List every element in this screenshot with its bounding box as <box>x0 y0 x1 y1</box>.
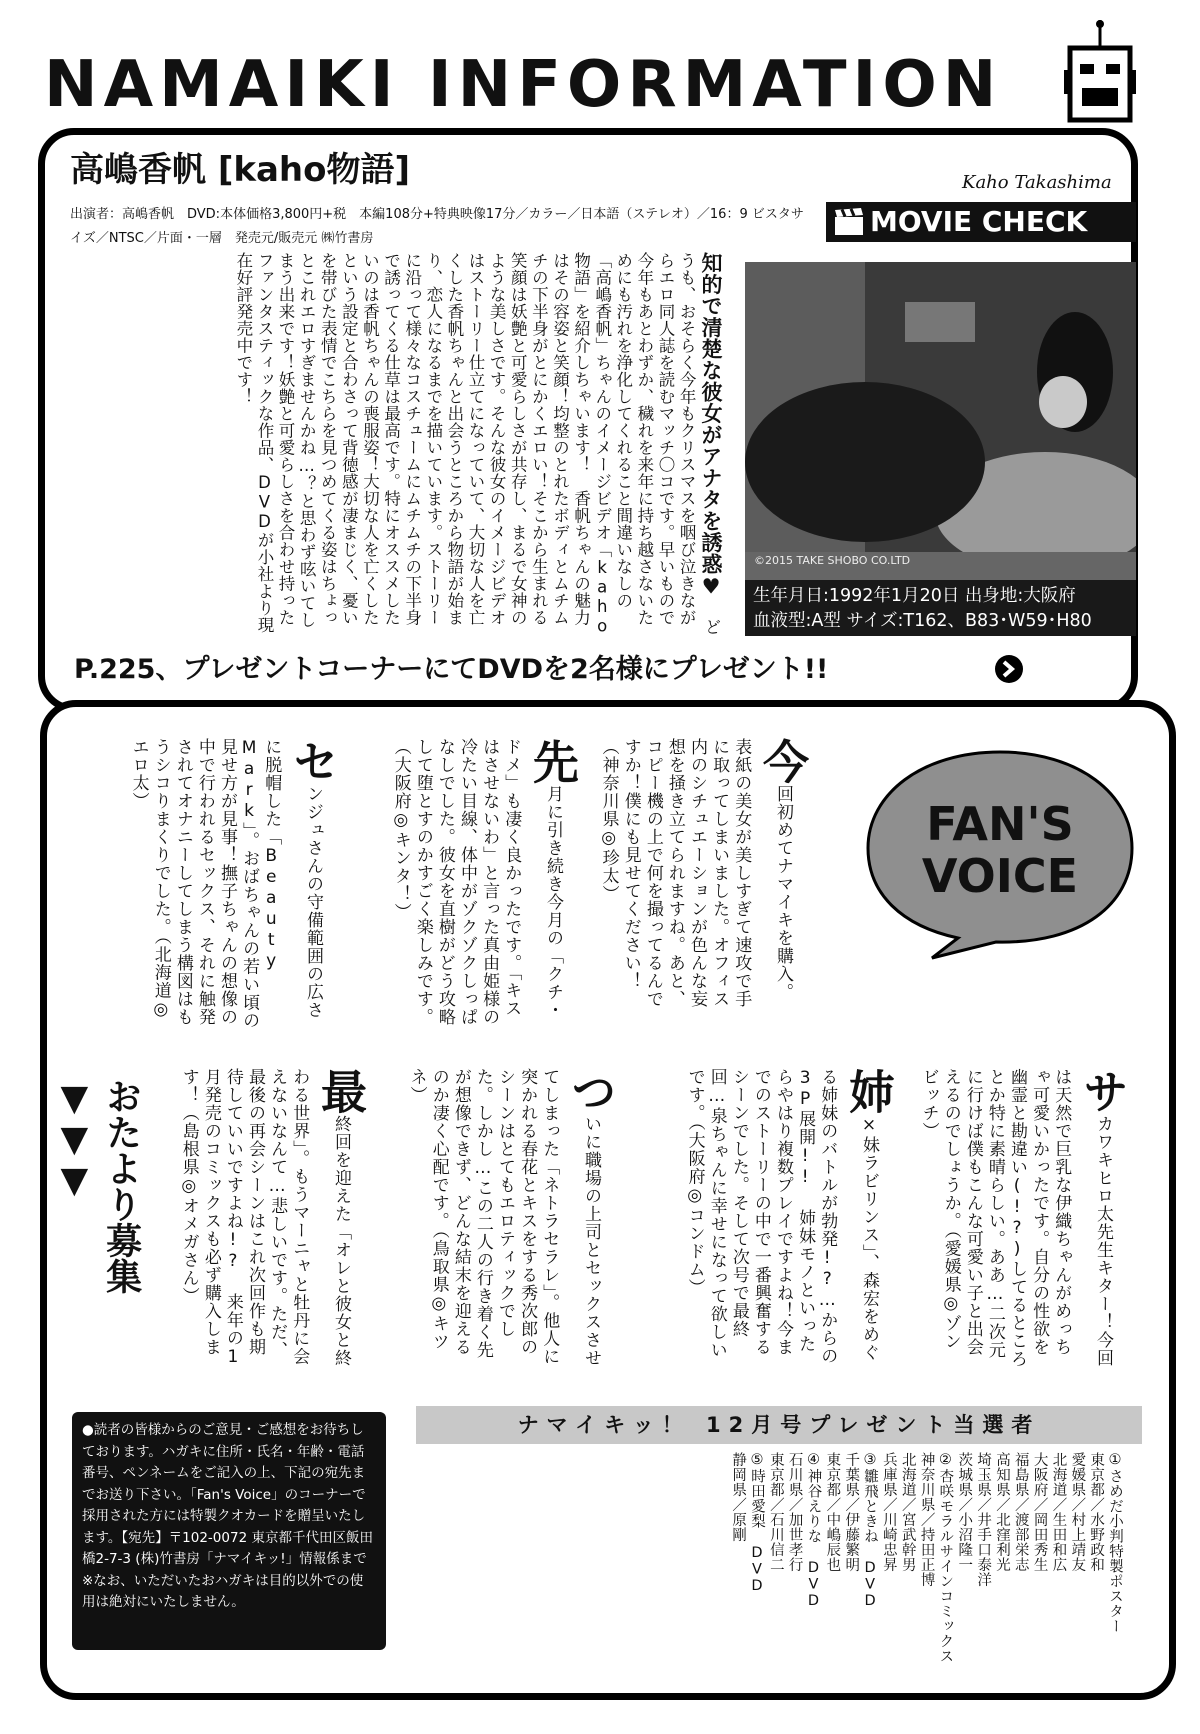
winner-line: ①さめだ小判特製ポスター <box>1107 1452 1123 1634</box>
letter-5-text: ×妹ラビリンス」、森宏をめぐる姉妹のバトルが勃発!?…からの3P展開!! 姉妹モノといったらやはり複数プレイですよね！今までのストーリーの中で一番興奮するシーンでした。そして次号で最終回…泉ちゃんに幸せになって欲しいです。 <box>684 1068 879 1365</box>
letter-7-text: 終回を迎えた「オレと彼女と終わる世界」。もうマーニャと牡丹に会えないなんて…悲しいです。ただ、最後の再会シーンはこれ次回作も期待していいですよね!? 来年の1月発売のコミックスも必ず購入します！ <box>178 1068 351 1368</box>
robot-mascot-icon <box>1062 18 1138 126</box>
movie-check-label: MOVIE CHECK <box>826 202 1136 242</box>
letter-1-text: 回初めてナマイキを購入。表紙の美女が美しすぎて速攻で手に取ってしまいました。オフィス内のシチュエーションが色んな妄想を掻き立てられますね。あと、コピー機の上で何を撮ってるんですか！僕にも見せてください！ <box>620 738 793 1008</box>
letters-wanted-title <box>50 1078 144 1408</box>
winner-line: ⑤時田愛梨 DVD <box>748 1452 765 1595</box>
letter-3-text: ンジュさんの守備範囲の広さに脱帽した「Beauty Mark」。おばちゃんの若い頃の見せ方が見事！撫子ちゃんの想像の中で行われるセックス、それに触発されてオナニーしてしまう構図はもうシコりまくりでした。 <box>150 738 323 1030</box>
winner-line: 兵庫県／川崎忠昇 <box>880 1452 897 1572</box>
letter-2-sign: （大阪府◎キンタ！） <box>390 738 411 921</box>
winners-banner: ナマイキッ！ 12月号プレゼント当選者 <box>416 1406 1142 1444</box>
profile-box <box>745 580 1136 636</box>
winner-line: ②杏咲モラルサインコミックス <box>937 1452 954 1664</box>
magazine-section-title: NAMAIKI INFORMATION <box>44 48 1003 122</box>
winners-list <box>600 1452 1124 1702</box>
letter-7-initial: 最 <box>314 1068 368 1115</box>
movie-title: 高嶋香帆 [kaho物語] <box>70 150 411 190</box>
letter-1-sign: （神奈川県◎珍太） <box>598 738 619 903</box>
review-body: どうも、おそらく今年もクリスマスを咽び泣きながらエロ同人誌を読むマッチ〇コです。早いもので今年もあとわずか、穢れを来年に持ち越さないためにも汚れを浄化してくれること間違いなしの「高嶋香帆」ちゃんのイメージビデオ「kaho物語」を紹介しちゃいます！ 香帆ちゃんの魅力はその容姿と笑顔！均整のとれたボディとムチムチの下半身がとにかくエロい！そこから生まれる笑顔は妖艶と可愛らしさが共存し、まるで女神のような美しさです。そんな彼女のイメージビデオはストーリー仕立てになっていて、大切な人を亡くした香帆ちゃんと出会うところから物語が始まり、恋人になるまでを描いています。ストーリーに沿って様々なコスチュームにムチムチの下半身で誘ってくる仕草は最高です。特にオススメしたいのは香帆ちゃんの喪服姿！大切な人を亡くしたという設定と合わさって背徳感が凄まじく、憂いを帯びた表情でこちらを見つめてくる姿はちょっとこれエロすぎませんかね…？と思わず呟いてしまう出来です！妖艶と可愛らしさを合わせ持ったファンタスティックな作品、DVDが小社より現在好評発売中です！ <box>233 252 721 636</box>
movie-title-roman: Kaho Takashima <box>962 172 1112 193</box>
review-headline: 知的で清楚な彼女がアナタを誘惑♥ <box>699 252 723 599</box>
letter-4-initial: サ <box>1076 1068 1130 1115</box>
winner-line: 高知県／北窪利光 <box>993 1452 1010 1572</box>
letter-1-initial: 今 <box>756 738 810 785</box>
letter-4-text: カワキヒロ太先生キター！今回は天然で巨乳な伊織ちゃんがめっちゃ可愛いかったです。自分の性欲を幽霊と勘違い(!?)してるところとか特に素晴らしい。ああ…二次元に行けば僕もこんな可愛い子と出会えるのでしょうか。 <box>940 1068 1113 1368</box>
winner-line: 石川県／加世孝行 <box>786 1452 803 1572</box>
letters-wanted-heading: おたより募集 <box>100 1078 142 1294</box>
letter-6-initial: つ <box>564 1068 618 1115</box>
winner-line: 静岡県／原剛 <box>730 1452 747 1542</box>
letter-5 <box>648 1068 898 1368</box>
present-announcement: P.225、プレゼントコーナーにてDVDを2名様にプレゼント!! <box>74 654 829 685</box>
letter-2-text: 月に引き続き今月の「クチ・ドメ」も凄く良かったです。「キスはさせないわ」と言った真由姫様の冷たい目線、体中がゾクゾクしっぱなしでした。彼女を直樹がどう攻略して堕とすのかすごく楽しみです。 <box>412 738 563 1026</box>
winner-line: 大阪府／岡田秀生 <box>1031 1452 1048 1572</box>
movie-review <box>70 252 724 642</box>
photo-copyright: ©2015 TAKE SHOBO CO.LTD <box>754 554 911 567</box>
winner-line: 福島県／渡部栄志 <box>1012 1452 1029 1572</box>
profile-birth-line: 生年月日:1992年1月20日 出身地:大阪府 <box>753 586 1076 606</box>
submission-info-box: ●読者の皆様からのご意見・ご感想をお待ちしております。ハガキに住所・氏名・年齢・電話番号、ペンネームをご記入の上、下記の宛先までお送り下さい。「Fan's Voice」のコーナーで採用された方には特製クオカードを贈呈いたします。【宛先】〒102-0072 東京都千代田区飯田橋2-7-3 (株)竹書房「ナマイキッ!」情報係まで ※なお、いただいたおハガキは目的以外での使用は絶対にいたしません。 <box>72 1412 386 1650</box>
clapperboard-icon <box>834 208 864 236</box>
letter-3-sign: （北海道◎エロ太） <box>128 738 171 1021</box>
winner-line: 東京都／水野政和 <box>1088 1452 1105 1572</box>
letter-4 <box>918 1068 1132 1368</box>
profile-size-line: 血液型:A型 サイズ:T162、B83･W59･H80 <box>753 611 1092 631</box>
arrow-right-circle-icon <box>994 654 1024 684</box>
winner-line: 神奈川県／持田正博 <box>918 1452 935 1587</box>
letter-6-sign: （鳥取県◎キツネ） <box>406 1068 449 1351</box>
winner-line: 愛媛県／村上靖友 <box>1069 1452 1086 1572</box>
letter-1 <box>598 738 812 1016</box>
letter-6-text: いに職場の上司とセックスさせてしまった「ネトラセラレ」。他人に突かれる春花とキスをする秀次郎のシーンはとてもエロティックでした。しかし…この二人の行き着く先が想像できず、どんな結末を迎えるのか凄く心配です。 <box>428 1068 601 1367</box>
winner-line: 北海道／生田和広 <box>1050 1452 1067 1572</box>
winner-line: 埼玉県／井手口泰洋 <box>975 1452 992 1587</box>
winner-line: ④神谷えりな DVD <box>805 1452 822 1610</box>
movie-product-info: 出演者：高嶋香帆 DVD:本体価格3,800円+税 本編108分+特典映像17分／カラー／日本語（ステレオ）／16：9 ビスタサイズ／NTSC／片面・一層 発売元/販売元 ㈱竹書房 <box>70 207 804 246</box>
winner-line: 北海道／宮武幹男 <box>899 1452 916 1572</box>
letter-2-initial: 先 <box>526 738 580 785</box>
winner-line: 東京都／中嶋辰也 <box>824 1452 841 1572</box>
letter-5-initial: 姉 <box>842 1068 896 1115</box>
winner-line: ③雛飛ときね DVD <box>862 1452 879 1610</box>
winner-line: 東京都／石川信二 <box>767 1452 784 1572</box>
letter-3-initial: セ <box>286 738 340 785</box>
letter-6 <box>406 1068 620 1368</box>
letter-2 <box>372 738 582 1034</box>
winner-line: 千葉県／伊藤繁明 <box>843 1452 860 1572</box>
letter-7 <box>150 1068 370 1368</box>
letter-7-sign: （島根県◎オメガさん） <box>178 1104 199 1305</box>
winner-line: 茨城県／小沼隆一 <box>956 1452 973 1572</box>
triangle-down-icon: ▼▼▼ <box>53 1078 95 1201</box>
letter-3 <box>128 738 342 1034</box>
letter-5-sign: （大阪府◎コンドム） <box>684 1122 705 1297</box>
letter-4-sign: （愛媛県◎ゾンビッチ） <box>918 1068 961 1351</box>
fans-voice-label: FAN'S VOICE <box>921 797 1079 903</box>
